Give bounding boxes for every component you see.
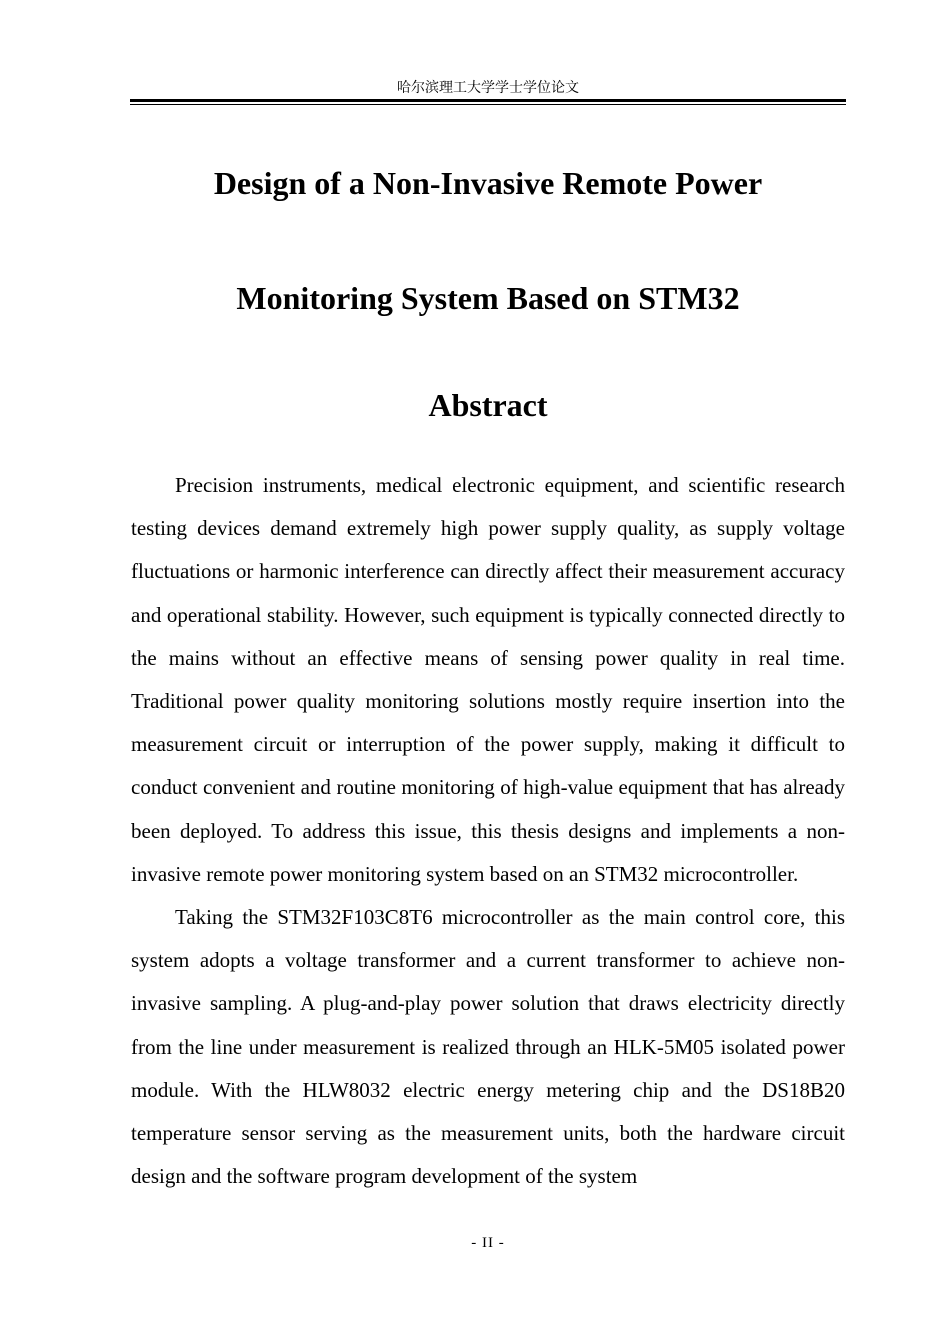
thesis-title-line-1: Design of a Non-Invasive Remote Power (213, 165, 763, 201)
abstract-paragraph-2: Taking the STM32F103C8T6 microcontroller as the main control core, this system adopts a voltage transformer and a current transformer to achieve non-invasive sampling. A plug-and-play power solution that draws electricity directly from the line under measurement is realized through an HLK-5M05 isolated power module. With the HLW8032 electric energy metering chip and the DS18B20 temperature sensor serving as the measurement units, both the hardware circuit design and the software program development of the system (131, 905, 845, 1189)
thesis-title-line-2: Monitoring System Based on STM32 (236, 280, 740, 316)
abstract-paragraph-1: Precision instruments, medical electronic equipment, and scientific research testing devices demand extremely high power supply quality, as supply voltage fluctuations or harmonic interference can directly affect their measurement accuracy and operational stability. However, such equipment is typically connected directly to the mains without an effective means of sensing power quality in real time. Traditional power quality monitoring solutions mostly require insertion into the measurement circuit or interruption of the power supply, making it difficult to conduct convenient and routine monitoring of high-value equipment that has already been deployed. To address this issue, this thesis designs and implements a non-invasive remote power monitoring system based on an STM32 microcontroller. (131, 473, 845, 886)
running-header: 哈尔滨理工大学学士学位论文 (397, 80, 579, 96)
abstract-body (131, 464, 845, 1198)
header-rule-thin (130, 104, 846, 105)
header-rule-thick (130, 99, 846, 102)
abstract-heading: Abstract (428, 387, 548, 423)
page-number: - II - (471, 1235, 505, 1251)
